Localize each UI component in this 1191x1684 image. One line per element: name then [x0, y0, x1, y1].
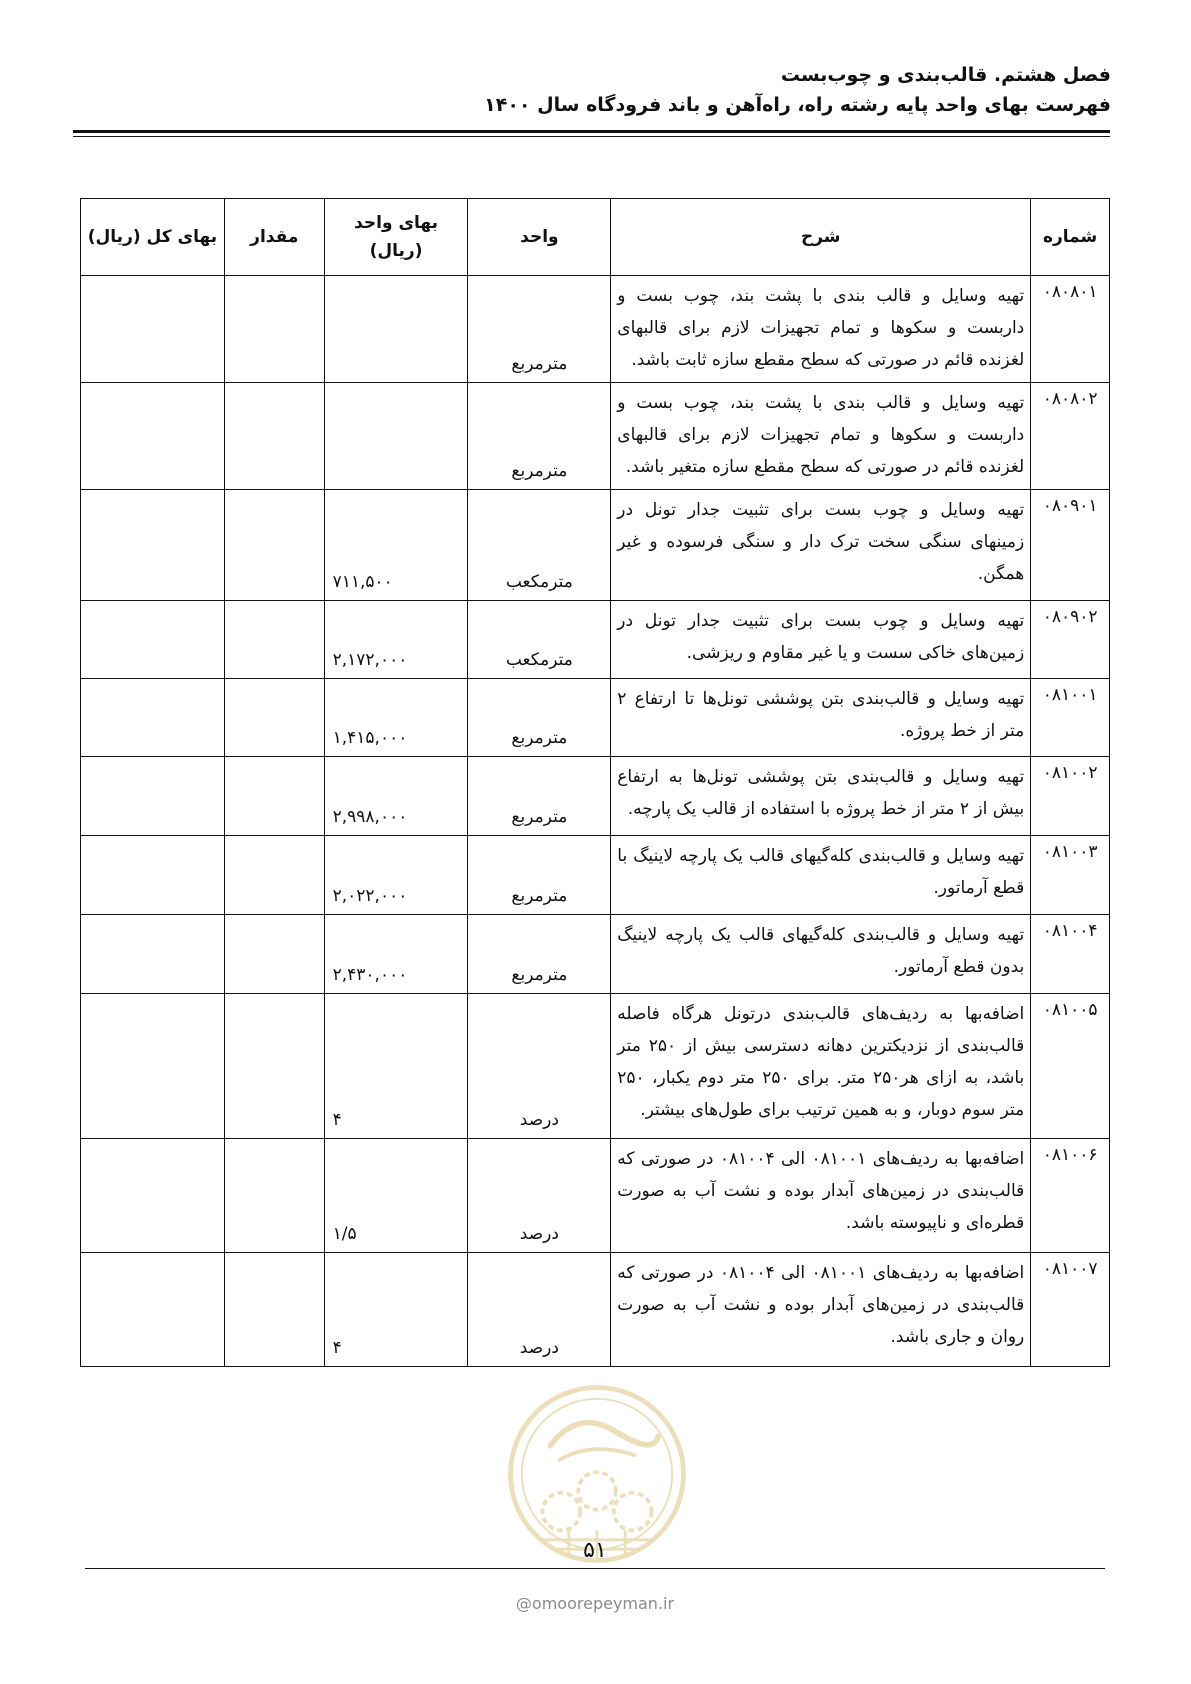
item-description: تهیه وسایل و قالب بندی با پشت بند، چوب بست و داربست و سکوها و تمام تجهیزات لازم برای قالبهای لغزنده قائم در صورتی که سطح مقطع سازه متغیر باشد.	[611, 383, 1031, 490]
item-quantity	[224, 276, 324, 383]
table-row	[81, 836, 1110, 915]
table-row	[81, 679, 1110, 757]
item-number: ۰۸۰۸۰۱	[1031, 276, 1110, 383]
header-unit: واحد	[468, 199, 611, 276]
item-unit-price: ۱,۴۱۵,۰۰۰	[324, 679, 468, 757]
header-rule-thick	[73, 130, 1110, 133]
item-total-price	[81, 1139, 225, 1253]
item-number: ۰۸۱۰۰۵	[1031, 994, 1110, 1139]
page-header	[71, 60, 1111, 120]
item-quantity	[224, 994, 324, 1139]
item-unit: مترمربع	[468, 915, 611, 994]
header-rule-thin	[73, 136, 1110, 137]
item-quantity	[224, 1253, 324, 1367]
header-description: شرح	[611, 199, 1031, 276]
item-unit-price: ۲,۹۹۸,۰۰۰	[324, 757, 468, 836]
table-row	[81, 994, 1110, 1139]
page-number: ۵۱	[583, 1538, 607, 1563]
item-number: ۰۸۱۰۰۶	[1031, 1139, 1110, 1253]
item-unit-price: ۱/۵	[324, 1139, 468, 1253]
item-total-price	[81, 757, 225, 836]
item-unit: درصد	[468, 1139, 611, 1253]
chapter-title: فصل هشتم. قالب‌بندی و چوب‌بست	[780, 64, 1111, 86]
item-unit: مترمربع	[468, 276, 611, 383]
document-subtitle: فهرست بهای واحد پایه رشته راه، راه‌آهن و باند فرودگاه سال ۱۴۰۰	[484, 94, 1111, 116]
item-description: تهیه وسایل و قالب‌بندی بتن پوششی تونل‌ها به ارتفاع بیش از ۲ متر از خط پروژه با استفاده از قالب یک پارچه.	[611, 757, 1031, 836]
item-total-price	[81, 836, 225, 915]
item-number: ۰۸۱۰۰۳	[1031, 836, 1110, 915]
header-total-price: بهای کل (ریال)	[81, 199, 225, 276]
item-quantity	[224, 757, 324, 836]
table-row	[81, 757, 1110, 836]
item-total-price	[81, 601, 225, 679]
item-total-price	[81, 383, 225, 490]
table-row	[81, 276, 1110, 383]
item-unit-price: ۲,۰۲۲,۰۰۰	[324, 836, 468, 915]
item-number: ۰۸۱۰۰۴	[1031, 915, 1110, 994]
item-description: اضافه‌بها به ردیف‌های ۰۸۱۰۰۱ الی ۰۸۱۰۰۴ در صورتی که قالب‌بندی در زمین‌های آبدار بوده و نشت آب به صورت قطره‌ای و ناپیوسته باشد.	[611, 1139, 1031, 1253]
item-description: تهیه وسایل و قالب بندی با پشت بند، چوب بست و داربست و سکوها و تمام تجهیزات لازم برای قالبهای لغزنده قائم در صورتی که سطح مقطع سازه ثابت باشد.	[611, 276, 1031, 383]
table-row	[81, 915, 1110, 994]
table-row	[81, 490, 1110, 601]
item-unit: مترمربع	[468, 383, 611, 490]
item-unit-price: ۲,۴۳۰,۰۰۰	[324, 915, 468, 994]
item-quantity	[224, 490, 324, 601]
table-header-row	[81, 199, 1110, 276]
item-description: تهیه وسایل و قالب‌بندی کله‌گیهای قالب یک پارچه لاینیگ با قطع آرماتور.	[611, 836, 1031, 915]
item-number: ۰۸۰۹۰۲	[1031, 601, 1110, 679]
table-row	[81, 1139, 1110, 1253]
item-description: تهیه وسایل و قالب‌بندی کله‌گیهای قالب یک پارچه لاینیگ بدون قطع آرماتور.	[611, 915, 1031, 994]
table-row	[81, 1253, 1110, 1367]
item-unit: درصد	[468, 994, 611, 1139]
item-quantity	[224, 679, 324, 757]
item-number: ۰۸۰۸۰۲	[1031, 383, 1110, 490]
item-number: ۰۸۰۹۰۱	[1031, 490, 1110, 601]
item-unit-price	[324, 383, 468, 490]
item-unit-price: ۷۱۱,۵۰۰	[324, 490, 468, 601]
item-quantity	[224, 915, 324, 994]
table-row	[81, 383, 1110, 490]
item-description: تهیه وسایل و چوب بست برای تثبیت جدار تونل در زمینهای سنگی سخت ترک دار و سنگی فرسوده و غیر همگن.	[611, 490, 1031, 601]
item-total-price	[81, 679, 225, 757]
item-description: تهیه وسایل و قالب‌بندی بتن پوششی تونل‌ها تا ارتفاع ۲ متر از خط پروژه.	[611, 679, 1031, 757]
item-unit: مترمربع	[468, 679, 611, 757]
item-total-price	[81, 490, 225, 601]
item-quantity	[224, 601, 324, 679]
item-total-price	[81, 276, 225, 383]
item-quantity	[224, 1139, 324, 1253]
item-description: اضافه‌بها به ردیف‌های قالب‌بندی درتونل هرگاه فاصله قالب‌بندی از نزدیکترین دهانه دسترسی بیش از ۲۵۰ متر باشد، به ازای هر۲۵۰ متر. برای ۲۵۰ متر دوم یکبار، ۲۵۰ متر سوم دوبار، و به همین ترتیب برای طول‌های بیشتر.	[611, 994, 1031, 1139]
item-number: ۰۸۱۰۰۷	[1031, 1253, 1110, 1367]
item-unit-price: ۴	[324, 994, 468, 1139]
header-quantity: مقدار	[224, 199, 324, 276]
item-unit-price: ۴	[324, 1253, 468, 1367]
price-list-table	[80, 198, 1110, 1367]
item-unit-price	[324, 276, 468, 383]
item-unit-price: ۲,۱۷۲,۰۰۰	[324, 601, 468, 679]
item-quantity	[224, 836, 324, 915]
footer-rule	[85, 1568, 1105, 1569]
item-total-price	[81, 1253, 225, 1367]
item-number: ۰۸۱۰۰۲	[1031, 757, 1110, 836]
item-unit: مترمربع	[468, 836, 611, 915]
website-watermark: @omoorepeyman.ir	[515, 1594, 675, 1613]
header-unit-price: بهای واحد (ریال)	[324, 199, 468, 276]
header-number: شماره	[1031, 199, 1110, 276]
item-unit: درصد	[468, 1253, 611, 1367]
item-quantity	[224, 383, 324, 490]
item-unit: مترمکعب	[468, 601, 611, 679]
item-description: اضافه‌بها به ردیف‌های ۰۸۱۰۰۱ الی ۰۸۱۰۰۴ در صورتی که قالب‌بندی در زمین‌های آبدار بوده و نشت آب به صورت روان و جاری باشد.	[611, 1253, 1031, 1367]
item-unit: مترمکعب	[468, 490, 611, 601]
item-description: تهیه وسایل و چوب بست برای تثبیت جدار تونل در زمین‌های خاکی سست و یا غیر مقاوم و ریزشی.	[611, 601, 1031, 679]
item-total-price	[81, 915, 225, 994]
item-total-price	[81, 994, 225, 1139]
table-row	[81, 601, 1110, 679]
item-number: ۰۸۱۰۰۱	[1031, 679, 1110, 757]
item-unit: مترمربع	[468, 757, 611, 836]
